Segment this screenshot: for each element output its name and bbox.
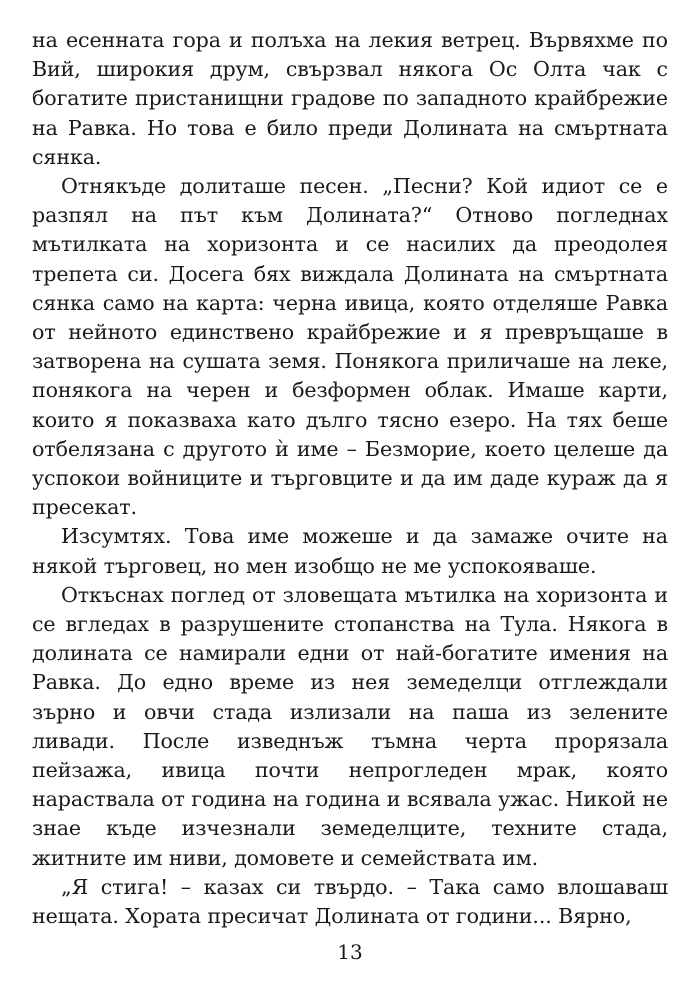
page-body — [32, 26, 668, 931]
page-number: 13 — [337, 940, 363, 964]
paragraph-song: Отнякъде долиташе песен. „Песни? Кой идиот се е разпял на път към Долината?“ Отново погледнах мътилката на хоризонта и се насилих да преодолея трепета си. Досега бях виждала Долината на смъртната сянка само на карта: черна ивица, която отделяше Равка от нейното единствено крайбрежие и я превръщаше в затворена на сушата земя. Понякога приличаше на леке, понякога на черен и безформен облак. Имаше карти, които я показваха като дълго тясно езеро. На тях беше отбелязана с другото ѝ име – Безморие, което целеше да успокои войниците и търговците и да им даде кураж да я пресекат. — [32, 174, 668, 520]
paragraph-continuation: на есенната гора и полъха на лекия ветрец. Вървяхме по Вий, широкия друм, свързвал някога Ос Олта чак с богатите пристанищни градове по западното крайбрежие на Равка. Но това е било преди Долината на смъртната сянка. — [32, 28, 668, 169]
paragraph-tula: Откъснах поглед от зловещата мътилка на хоризонта и се вгледах в разрушените стопанства на Тула. Някога в долината се намирали едни от най-богатите имения на Равка. До едно време из нея земеделци отглеждали зърно и овчи стада излизали на паша из зелените ливади. После изведнъж тъмна черта прорязала пейзажа, ивица почти непрогледен мрак, която нараствала от година на година и всявала ужас. Никой не знае къде изчезнали земеделците, техните стада, житните им ниви, домовете и семействата им. — [32, 582, 668, 870]
paragraph-snort: Изсумтях. Това име можеше и да замаже очите на някой търговец, но мен изобщо не ме успокояваше. — [32, 524, 668, 578]
paragraph-inner-voice: „Я стига! – казах си твърдо. – Така само влошаваш нещата. Хората пресичат Долината от години... Вярно, — [32, 874, 668, 929]
